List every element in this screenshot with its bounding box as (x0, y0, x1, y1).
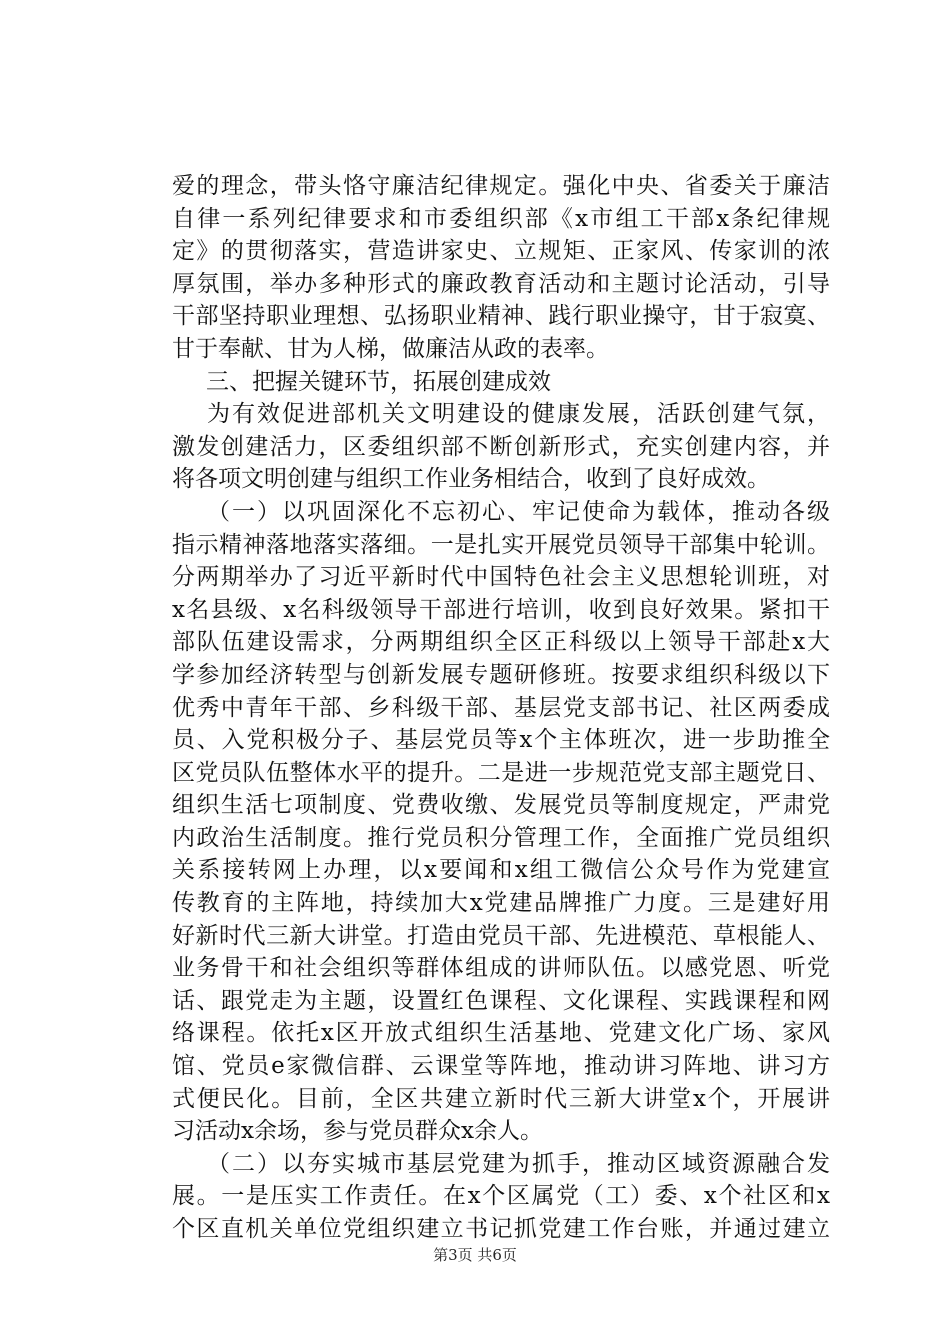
text-line: x名县级、x名科级领导干部进行培训，收到良好效果。紧扣干 (172, 596, 830, 623)
text-line: 定》的贯彻落实，营造讲家史、立规矩、正家风、传家训的浓 (172, 238, 830, 265)
text-line: 激发创建活力，区委组织部不断创新形式，充实创建内容，并 (172, 433, 830, 460)
text-line: 习活动x余场，参与党员群众x余人。 (172, 1118, 543, 1145)
page-footer: 第3页 共6页 (433, 1246, 517, 1264)
text-line: 展。一是压实工作责任。在x个区属党（工）委、x个社区和x (172, 1183, 830, 1210)
text-line: 甘于奉献、甘为人梯，做廉洁从政的表率。 (172, 335, 609, 362)
text-line: 分两期举办了习近平新时代中国特色社会主义思想轮训班，对 (172, 564, 830, 591)
section-heading: 三、把握关键环节，拓展创建成效 (206, 368, 551, 395)
text-line: 话、跟党走为主题，设置红色课程、文化课程、实践课程和网 (172, 987, 830, 1014)
text-line: 指示精神落地落实落细。一是扎实开展党员领导干部集中轮训。 (172, 531, 830, 558)
text-line: 式便民化。目前，全区共建立新时代三新大讲堂x个，开展讲 (172, 1085, 830, 1112)
text-line: （二）以夯实城市基层党建为抓手，推动区域资源融合发 (207, 1150, 830, 1177)
text-line: 优秀中青年干部、乡科级干部、基层党支部书记、社区两委成 (172, 694, 830, 721)
text-line: 将各项文明创建与组织工作业务相结合，收到了良好成效。 (172, 466, 770, 493)
text-line: 业务骨干和社会组织等群体组成的讲师队伍。以感党恩、听党 (172, 955, 830, 982)
text-line: 个区直机关单位党组织建立书记抓党建工作台账，并通过建立 (172, 1216, 830, 1242)
text-line: 组织生活七项制度、党费收缴、发展党员等制度规定，严肃党 (172, 792, 830, 819)
text-line: 员、入党积极分子、基层党员等x个主体班次，进一步助推全 (172, 727, 830, 754)
text-line: 馆、党员e家微信群、云课堂等阵地，推动讲习阵地、讲习方 (172, 1053, 830, 1080)
body-text (172, 170, 830, 1246)
text-line: （一）以巩固深化不忘初心、牢记使命为载体，推动各级 (207, 498, 830, 525)
text-line: 好新时代三新大讲堂。打造由党员干部、先进模范、草根能人、 (172, 922, 830, 949)
text-line: 学参加经济转型与创新发展专题研修班。按要求组织科级以下 (172, 661, 830, 688)
text-line: 内政治生活制度。推行党员积分管理工作，全面推广党员组织 (172, 824, 830, 851)
text-line: 关系接转网上办理，以x要闻和x组工微信公众号作为党建宣 (172, 857, 830, 884)
text-line: 区党员队伍整体水平的提升。二是进一步规范党支部主题党日、 (172, 759, 830, 786)
text-line: 络课程。依托x区开放式组织生活基地、党建文化广场、家风 (172, 1020, 830, 1047)
text-line: 部队伍建设需求，分两期组织全区正科级以上领导干部赴x大 (172, 629, 830, 656)
text-line: 为有效促进部机关文明建设的健康发展，活跃创建气氛， (207, 401, 830, 428)
text-line: 自律一系列纪律要求和市委组织部《x市组工干部x条纪律规 (172, 205, 830, 232)
text-line: 爱的理念，带头恪守廉洁纪律规定。强化中央、省委关于廉洁 (172, 173, 830, 199)
text-line: 干部坚持职业理想、弘扬职业精神、践行职业操守，甘于寂寞、 (172, 303, 830, 330)
text-line: 传教育的主阵地，持续加大x党建品牌推广力度。三是建好用 (172, 890, 830, 917)
text-line: 厚氛围，举办多种形式的廉政教育活动和主题讨论活动，引导 (172, 270, 830, 297)
